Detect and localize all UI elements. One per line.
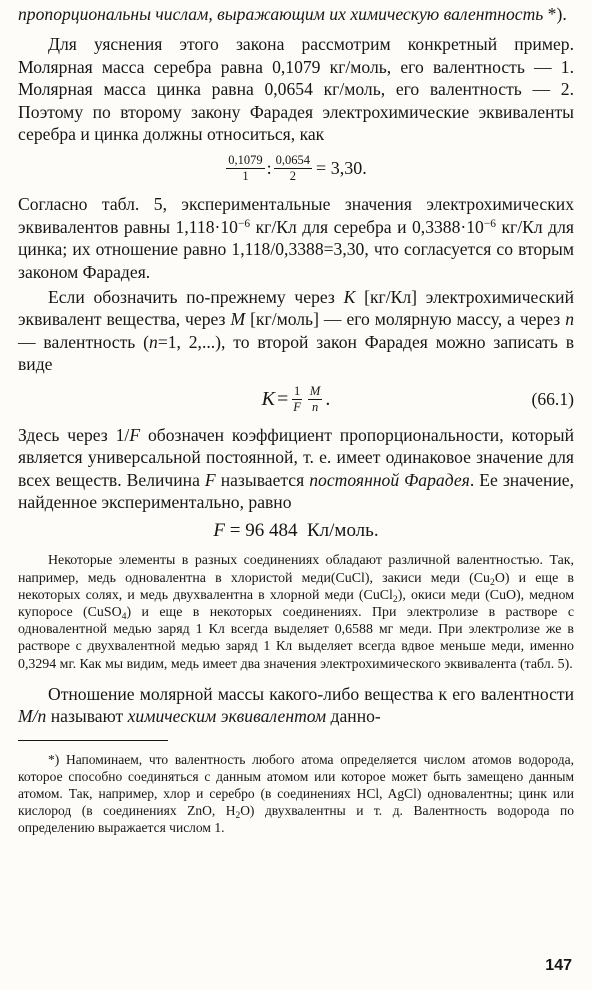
- fraction-num: 1: [293, 384, 301, 399]
- fraction-zinc-den: 2: [289, 168, 296, 183]
- equation-number: (66.1): [531, 389, 574, 410]
- text-span: Отношение молярной массы какого-либо вещества к его валентности: [48, 683, 574, 704]
- intro-line: пропорциональны числам, выражающим их химическую валентность: [18, 4, 544, 24]
- ratio-colon: :: [266, 157, 272, 178]
- page-number: 147: [545, 957, 572, 974]
- formula-lhs: K: [261, 388, 275, 411]
- paragraph-example: Для уяснения этого закона рассмотрим конкретный пример. Молярная масса серебра равна 0,1079 кг/моль, его валентность — 1. Молярная масса цинка равна 0,0654 кг/моль, его валентность — 2. Поэтому по второму закону Фарадея электрохимические эквиваленты серебра и цинка должны относиться, как: [18, 34, 574, 145]
- text-span: обозначен коэффициент пропорциональности, который является универсальной постоянной, т. е. имеет одинаковое значение для всех веществ. Величина: [18, 424, 574, 490]
- text-span: кг/Кл для серебра и 0,3388·10: [250, 216, 484, 237]
- text-span: . Ее значение, найденное экспериментально, равно: [18, 469, 574, 512]
- text-span: [кг/моль] — его молярную массу, а через: [245, 309, 566, 330]
- text-span: данно-: [326, 706, 381, 727]
- text-span: — валентность (: [18, 331, 150, 352]
- text-span: *) Напоминаем, что валентность любого атома определяется числом атомов водорода, которое способно соединяться с данным атомом или которое может быть замещено данным атомом. Так, например, хлор и серебро (в соединениях HCl, AgCl) одновалентны; цинк или кислород (в соединениях ZnO, H: [18, 751, 574, 818]
- symbol-n: n: [149, 331, 158, 352]
- text-span: называют: [46, 706, 128, 727]
- fraction-den: n: [312, 400, 319, 415]
- footnote: [18, 751, 574, 836]
- text-span: Здесь через 1/: [18, 424, 130, 445]
- fraction-silver-num: 0,1079: [228, 152, 263, 167]
- text-span: [кг/Кл] электрохимический эквивалент вещества, через: [18, 287, 574, 330]
- text-span: Если обозначить по-прежнему через: [48, 287, 344, 308]
- fraction-silver: [226, 153, 264, 184]
- book-page: [18, 0, 574, 836]
- symbol-m: M: [230, 309, 246, 330]
- subscript: 2: [392, 593, 398, 605]
- formula-rhs: = 96 484 Кл/моль.: [225, 520, 379, 542]
- symbol-m-over-n: M/n: [18, 706, 47, 727]
- paragraph-faraday-constant: [18, 424, 574, 514]
- symbol-f: F: [129, 424, 141, 445]
- subscript: 2: [489, 576, 495, 588]
- paragraph-table-values: [18, 193, 574, 283]
- fraction-den: F: [293, 400, 301, 415]
- text-span: ) и еще в некоторых соединениях. При электролизе в растворе с одновалентной медью заряд 1 Кл всегда выделяет 0,6588 мг меди. При электролизе же в растворе с двухвалентной медью заряд 1 Кл выделяет всегда вдвое меньше меди, именно 0,3294 мг. Как мы видим, медь имеет два значения электрохимического эквивалента (табл. 5).: [18, 604, 574, 672]
- fraction-num: M: [309, 384, 321, 399]
- paragraph-chemical-equivalent: [18, 683, 574, 728]
- exponent: −6: [237, 217, 251, 230]
- symbol-n: n: [565, 309, 575, 330]
- text-span: Некоторые элементы в разных соединениях обладают различной валентностью. Так, например, медь одновалентна в хлористой меди(CuCl), закиси меди (Cu: [18, 553, 574, 586]
- text-span: называется: [215, 469, 310, 490]
- formula-faraday-value: [18, 513, 574, 549]
- text-span: ), окиси меди (CuO), медном купоросе (CuSO: [18, 587, 574, 620]
- formula-faraday-law: [18, 376, 574, 424]
- fraction-1-over-f: [291, 384, 303, 415]
- subscript: 4: [121, 610, 127, 622]
- text-span: O) и еще в некоторых солях, и медь двухвалентна в хлорной меди (CuCl: [18, 570, 574, 603]
- ratio-result: = 3,30.: [316, 157, 367, 178]
- formula-dot: .: [325, 388, 331, 411]
- text-span: O) двухвалентны и т. д. Валентность водорода по определению выражается числом 1.: [18, 802, 575, 835]
- term-faraday-constant: постоянной Фарадея: [309, 469, 470, 490]
- footnote-divider: [18, 740, 168, 741]
- formula-eq: =: [277, 388, 289, 411]
- intro-text: [18, 3, 574, 25]
- formula-lhs: F: [213, 520, 226, 542]
- fraction-silver-den: 1: [242, 168, 249, 183]
- fraction-zinc-num: 0,0654: [275, 152, 311, 167]
- text-span: кг/Кл для цинка; их отношение равно 1,118/0,3388=3,30, что согласуется со вторым законом Фарадея.: [18, 216, 574, 282]
- text-span: =1, 2,...), то второй закон Фарадея можно записать в виде: [18, 331, 574, 375]
- text-span: Согласно табл. 5, экспериментальные значения электрохимических эквивалентов равны 1,118·10: [18, 194, 574, 237]
- footnote-ref: *).: [543, 4, 567, 24]
- symbol-f: F: [204, 469, 216, 490]
- symbol-k: K: [343, 287, 356, 308]
- fraction-m-over-n: [308, 384, 322, 415]
- term-chemical-equivalent: химическим эквивалентом: [127, 706, 327, 727]
- exponent: −6: [483, 217, 497, 230]
- small-print-note: [18, 552, 574, 672]
- paragraph-definition: [18, 286, 574, 376]
- subscript: 2: [235, 810, 241, 821]
- fraction-zinc: [274, 153, 312, 184]
- formula-ratio: [18, 145, 574, 191]
